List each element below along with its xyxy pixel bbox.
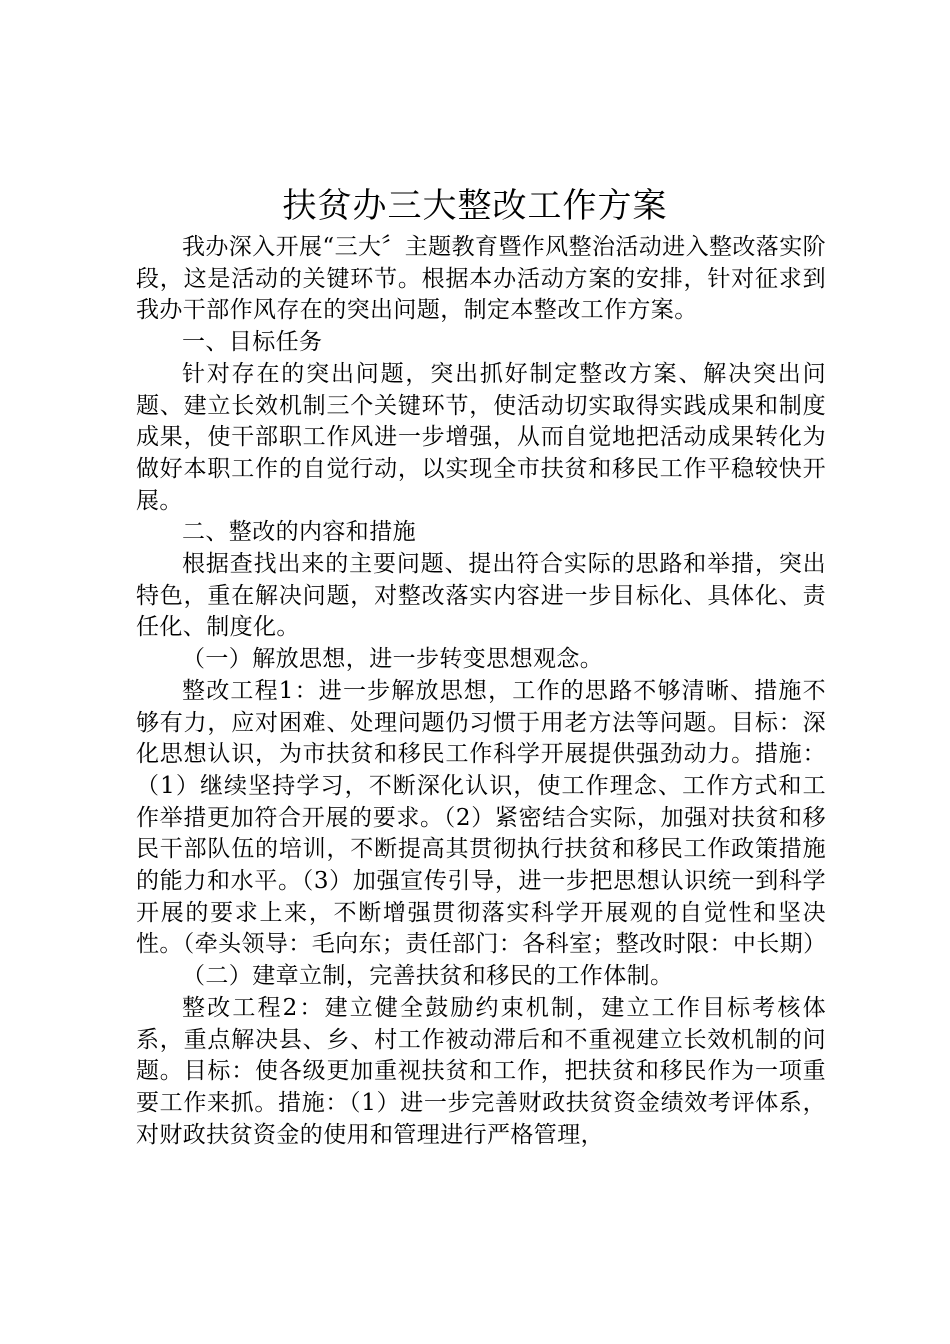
document-title: 扶贫办三大整改工作方案	[282, 186, 668, 226]
paragraph-intro: 我办深入开展“三大〞主题教育暨作风整治活动进入整改落实阶段，这是活动的关键环节。根据本办活动方案的安排，针对征求到我办干部作风存在的突出问题，制定本整改工作方案。	[136, 234, 826, 324]
subsection-heading-1: （一）解放思想，进一步转变思想观念。	[182, 646, 604, 673]
section-heading-measures: 二、整改的内容和措施	[182, 519, 416, 546]
document-body	[136, 232, 826, 1151]
paragraph-goals: 针对存在的突出问题，突出抓好制定整改方案、解决突出问题、建立长效机制三个关键环节，使活动切实取得实践成果和制度成果，使干部职工作风进一步增强，从而自觉地把活动成果转化为做好本职工作的自觉行动，以实现全市扶贫和移民工作平稳较快开展。	[136, 360, 826, 514]
paragraph-project-1: 整改工程1：进一步解放思想，工作的思路不够清晰、措施不够有力，应对困难、处理问题仍习惯于用老方法等问题。目标：深化思想认识，为市扶贫和移民工作科学开展提供强劲动力。措施：（1）继续坚持学习，不断深化认识，使工作理念、工作方式和工作举措更加符合开展的要求。（2）紧密结合实际，加强对扶贫和移民干部队伍的培训，不断提高其贯彻执行扶贫和移民工作政策措施的能力和水平。（3）加强宣传引导，进一步把思想认识统一到科学开展的要求上来，不断增强贯彻落实科学开展观的自觉性和坚决性。（牵头领导：毛向东；责任部门：各科室；整改时限：中长期）	[136, 677, 827, 958]
paragraph-measures: 根据查找出来的主要问题、提出符合实际的思路和举措，突出特色，重在解决问题，对整改落实内容进一步目标化、具体化、责任化、制度化。	[136, 551, 826, 641]
paragraph-project-2: 整改工程2：建立健全鼓励约束机制，建立工作目标考核体系，重点解决县、乡、村工作被动滞后和不重视建立长效机制的问题。目标：使各级更加重视扶贫和工作，把扶贫和移民作为一项重要工作来抓。措施：（1）进一步完善财政扶贫资金绩效考评体系，对财政扶贫资金的使用和管理进行严格管理，	[136, 994, 826, 1148]
section-heading-goals: 一、目标任务	[182, 329, 323, 356]
subsection-heading-2: （二）建章立制，完善扶贫和移民的工作体制。	[182, 963, 674, 990]
